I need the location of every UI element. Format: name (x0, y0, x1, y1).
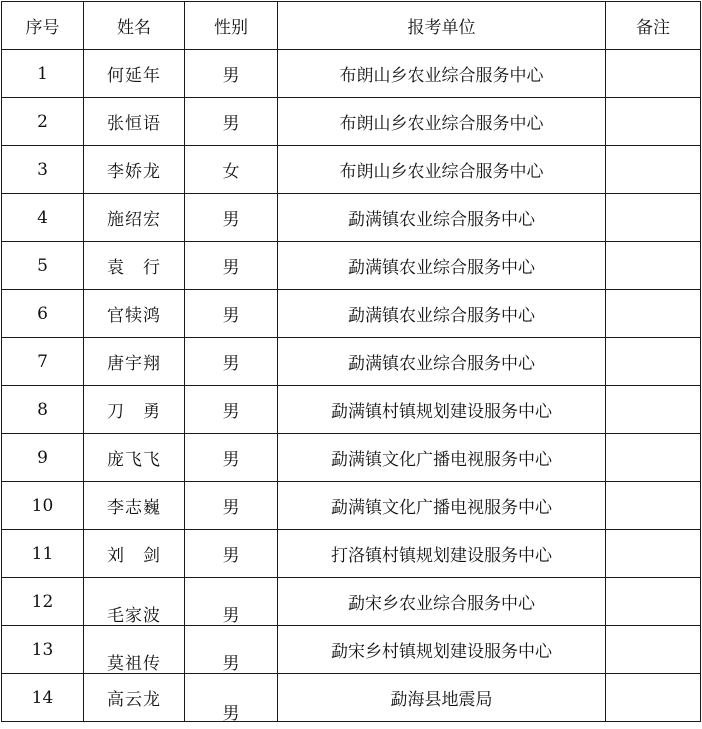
cell-name (84, 626, 185, 674)
table-row (2, 578, 701, 626)
cell-index: 9 (2, 434, 84, 482)
table-row (2, 98, 701, 146)
table-header-row (2, 2, 701, 50)
cell-unit: 勐满镇农业综合服务中心 (278, 290, 606, 338)
cell-gender: 男 (185, 386, 278, 434)
cell-index: 7 (2, 338, 84, 386)
cell-name: 李娇龙 (84, 146, 185, 194)
table-row (2, 338, 701, 386)
table-row (2, 146, 701, 194)
cell-unit: 打洛镇村镇规划建设服务中心 (278, 530, 606, 578)
cell-note (606, 146, 701, 194)
cell-gender: 男 (185, 98, 278, 146)
table-row (2, 50, 701, 98)
cell-note (606, 338, 701, 386)
cell-name-text: 毛家波 (107, 606, 161, 626)
cell-gender: 男 (185, 194, 278, 242)
cell-gender: 男 (185, 434, 278, 482)
table-row (2, 530, 701, 578)
cell-note (606, 482, 701, 530)
cell-note (606, 50, 701, 98)
table-row (2, 626, 701, 674)
cell-gender (185, 578, 278, 626)
cell-note (606, 626, 701, 674)
cell-unit: 勐满镇村镇规划建设服务中心 (278, 386, 606, 434)
cell-name: 施绍宏 (84, 194, 185, 242)
cell-note (606, 242, 701, 290)
cell-name: 李志巍 (84, 482, 185, 530)
cell-gender: 男 (185, 530, 278, 578)
cell-note (606, 674, 701, 722)
cell-gender: 男 (185, 242, 278, 290)
cell-gender-text: 男 (222, 704, 240, 722)
cell-name: 刘 剑 (84, 530, 185, 578)
cell-note (606, 434, 701, 482)
header-unit: 报考单位 (278, 2, 606, 50)
cell-name (84, 578, 185, 626)
cell-unit: 勐满镇文化广播电视服务中心 (278, 482, 606, 530)
cell-name: 高云龙 (84, 674, 185, 722)
cell-index: 1 (2, 50, 84, 98)
cell-name-text: 莫祖传 (107, 654, 161, 674)
cell-note (606, 290, 701, 338)
table-row (2, 290, 701, 338)
cell-unit: 布朗山乡农业综合服务中心 (278, 50, 606, 98)
cell-unit: 勐海县地震局 (278, 674, 606, 722)
cell-unit: 勐满镇农业综合服务中心 (278, 242, 606, 290)
cell-gender: 男 (185, 50, 278, 98)
table-row (2, 194, 701, 242)
cell-unit: 勐宋乡村镇规划建设服务中心 (278, 626, 606, 674)
cell-note (606, 194, 701, 242)
cell-gender-text: 男 (222, 606, 240, 626)
cell-index: 12 (2, 578, 84, 626)
cell-gender: 男 (185, 338, 278, 386)
cell-name: 刀 勇 (84, 386, 185, 434)
cell-index: 10 (2, 482, 84, 530)
cell-note (606, 386, 701, 434)
cell-gender: 男 (185, 482, 278, 530)
cell-note (606, 578, 701, 626)
cell-name: 袁 行 (84, 242, 185, 290)
cell-gender (185, 674, 278, 722)
header-gender: 性别 (185, 2, 278, 50)
table-row (2, 242, 701, 290)
cell-gender: 女 (185, 146, 278, 194)
cell-index: 14 (2, 674, 84, 722)
header-note: 备注 (606, 2, 701, 50)
cell-index: 4 (2, 194, 84, 242)
cell-unit: 布朗山乡农业综合服务中心 (278, 98, 606, 146)
cell-index: 3 (2, 146, 84, 194)
cell-name: 张恒语 (84, 98, 185, 146)
table-row (2, 386, 701, 434)
cell-index: 8 (2, 386, 84, 434)
cell-unit: 勐满镇农业综合服务中心 (278, 194, 606, 242)
table-row (2, 674, 701, 722)
cell-name: 庞飞飞 (84, 434, 185, 482)
cell-index: 6 (2, 290, 84, 338)
applicant-table (1, 1, 701, 722)
cell-unit: 布朗山乡农业综合服务中心 (278, 146, 606, 194)
table-row (2, 434, 701, 482)
cell-name: 何延年 (84, 50, 185, 98)
cell-index: 11 (2, 530, 84, 578)
cell-unit: 勐满镇文化广播电视服务中心 (278, 434, 606, 482)
cell-index: 5 (2, 242, 84, 290)
cell-index: 2 (2, 98, 84, 146)
cell-name: 官犊鸿 (84, 290, 185, 338)
cell-gender (185, 626, 278, 674)
cell-index: 13 (2, 626, 84, 674)
cell-note (606, 530, 701, 578)
cell-unit: 勐宋乡农业综合服务中心 (278, 578, 606, 626)
cell-unit: 勐满镇农业综合服务中心 (278, 338, 606, 386)
table-row (2, 482, 701, 530)
cell-note (606, 98, 701, 146)
header-index: 序号 (2, 2, 84, 50)
header-name: 姓名 (84, 2, 185, 50)
cell-gender-text: 男 (222, 654, 240, 674)
cell-name: 唐宇翔 (84, 338, 185, 386)
cell-gender: 男 (185, 290, 278, 338)
